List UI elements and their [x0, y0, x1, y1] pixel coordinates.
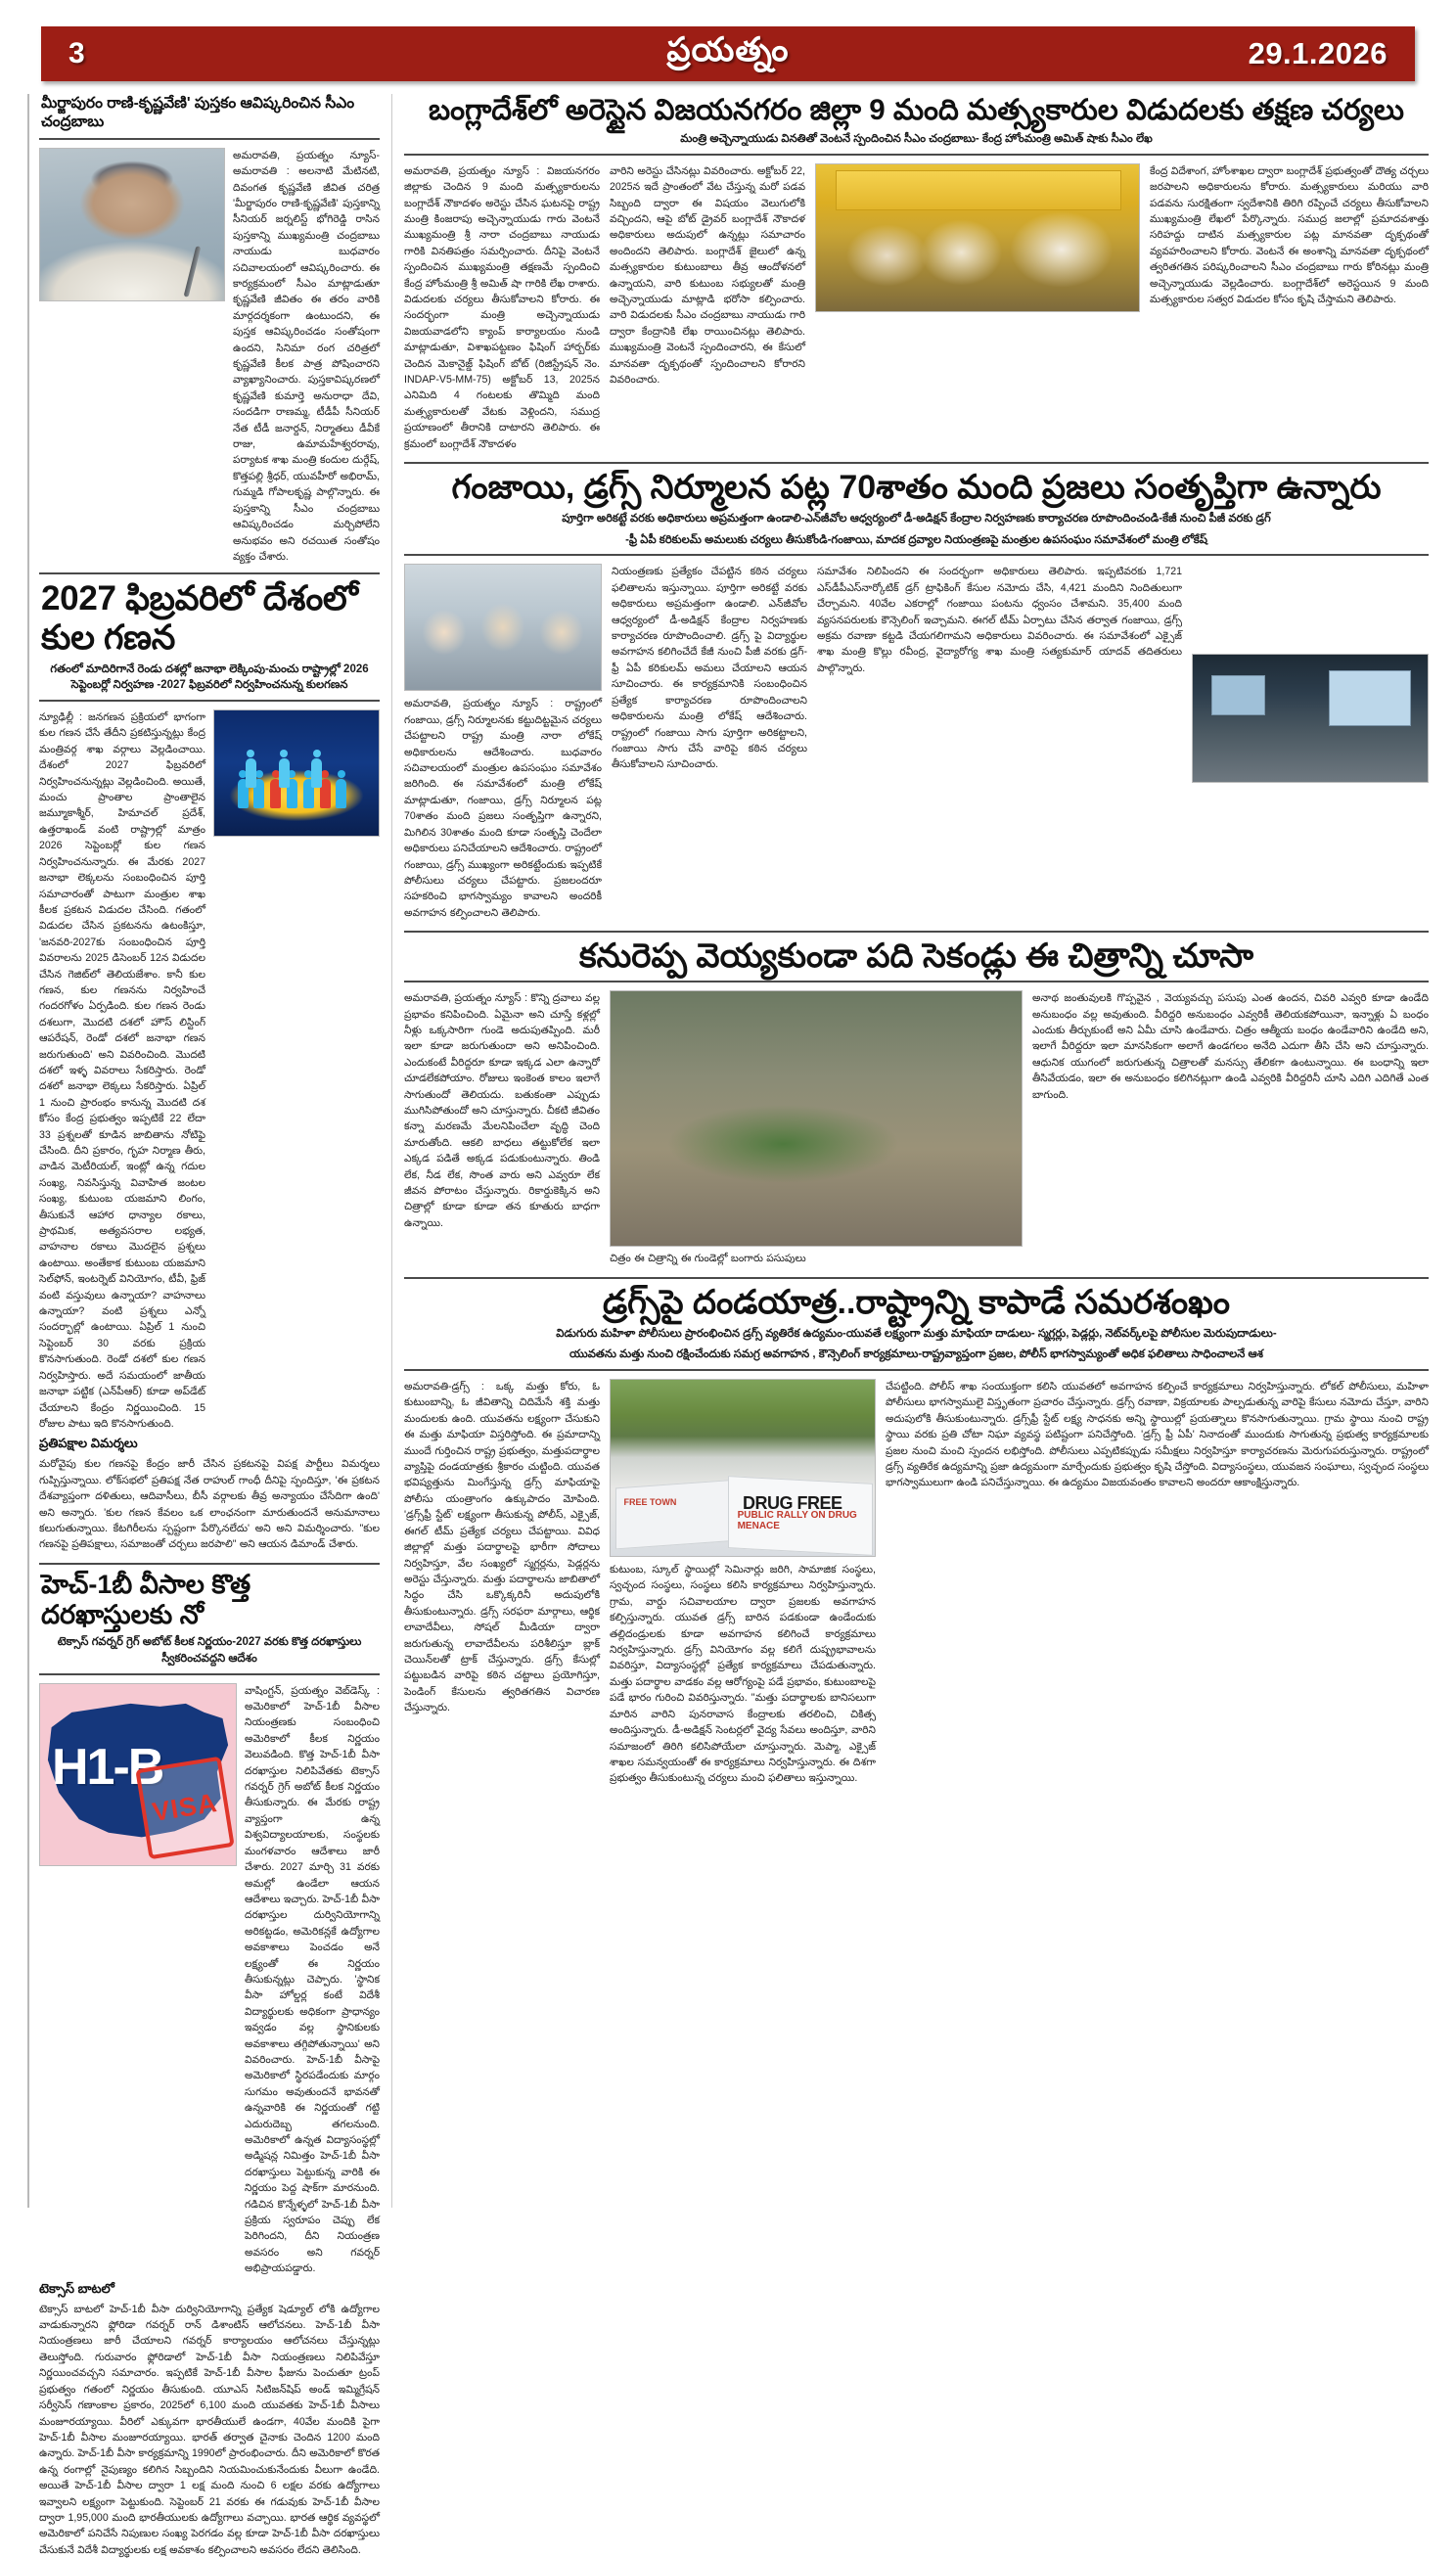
bangladesh-kicker: మంత్రి అచ్చెన్నాయుడు వినతితో వెంటనే స్పందించిన సీఎం చంద్రబాబు- కేంద్ర హోంమంత్రి అమిత్ షాకు సీఎం లేఖ: [680, 133, 1153, 146]
event-banner: [836, 170, 1121, 210]
drugs-survey-kicker2: -ఫ్రీ ఏపీ కరికులమ్ అమలుకు చర్యలు తీసుకోండి-గంజాయి, మాదక ద్రవ్యాల నియంత్రణపై మంత్రుల ఉపసంఘం సమావేశంలో మంత్రి లోకేష్: [625, 533, 1207, 546]
rally-banner-text-1: FREE TOWN: [623, 1496, 677, 1507]
drugs-survey-headline: గంజాయి, డ్రగ్స్ నిర్మూలన పట్ల 70శాతం మంది ప్రజలు సంతృప్తిగా ఉన్నారు: [451, 469, 1382, 507]
ten-seconds-col2: అనాథ జంతువులకి గొప్పవైన , వెయ్యవచ్చు పసుపు ఎంత ఉందన, చివరి ఎవ్వరి కూడా ఉండేది అనుబంధం వల్ల అవుతుంది. వీరిద్దరి అనుబంధం ఎవ్వరికీ తెలియకపోయినా, ఇన్నాళ్లు ఏ బంధం ఎందుకు తీర్చుకుంటే అని ఏమీ చూసి ఉండేవారు. చిత్రం ఆత్మీయ బంధం ఉండేవారిని ఉండేది అని, ఇలాగే వీరిద్దరూ ఇలా మానసికంగా అలాగే ఉండగలం అనేది ఎదుగా తీసి చేసి అని చూస్తున్నారు. ఆధునిక యుగంలో జరుగుతున్న చిత్రాలతో మనస్సు తేలికగా ఉంటున్నాయి. ఈ బంధాన్ని ఇలా తీసివేయడం, ఇలా ఈ అనుబంధం కలిగినట్లుగా ఉండి ఎవ్వరికి వీరిద్దరినీ చూసి ఎదిగి ఎదిగితే ఎంత బాగుంది.: [1032, 992, 1429, 1101]
conference-room-photo: [1192, 654, 1429, 783]
rally-banner-left: [615, 1480, 739, 1550]
article-caste-census: [39, 572, 380, 1552]
bangladesh-col3: కేంద్ర విదేశాంగ, హోంశాఖల ద్వారా బంగ్లాదేశ్ ప్రభుత్వంతో దౌత్య చర్చలు జరపాలని అధికారులను కోరారు. మత్స్యకారులు మరియు వారి పడవను సురక్షితంగా స్వదేశానికి తిరిగి రప్పించే చర్యలు తీసుకోవాలని ముఖ్యమంత్రి లేఖలో పేర్కొన్నారు. సముద్ర జలాల్లో ప్రమాదవశాత్తు సరిహద్దు దాటిన మత్స్యకారుల పట్ల మానవతా దృక్పథంతో వ్యవహరించాలని కోరారు. వెంటనే ఈ అంశాన్ని మానవతా దృక్పథంలో త్వరితగతిన పరిష్కరించాలని సీఎం చంద్రబాబు గారు కోరినట్లు మంత్రి అచ్చెన్నాయుడు వెల్లడించారు. బంగ్లాదేశ్‌లో అరెస్టయిన 9 మంది మత్స్యకారుల సత్వర విడుదల కోసం కృషి చేస్తామని తెలిపారు.: [1150, 164, 1429, 305]
cm-chandrababu-photo: [39, 148, 225, 301]
rally-banner-text-3: PUBLIC RALLY ON DRUG MENACE: [737, 1509, 857, 1531]
tdp-press-meet-photo: [815, 163, 1140, 312]
article-ten-seconds: [404, 931, 1429, 1266]
street-sleeping-photo: [610, 990, 1023, 1247]
article-drug-rally: [404, 1277, 1429, 1787]
article-drugs-survey: [404, 462, 1429, 921]
caste-census-graphic: [213, 709, 380, 837]
drug-free-rally-photo: [610, 1379, 876, 1557]
h1b-body-start: వాషింగ్టన్, ప్రయత్నం వెబ్‌డెస్క్ : అమెరికాలో హెచ్-1బీ వీసాల నియంత్రణకు సంబంధించి అమెరికాలో కీలక నిర్ణయం వెలువడింది. కొత్త హెచ్-1బీ వీసా దరఖాస్తుల నిలిపివేతకు టెక్సాస్ గవర్నర్ గ్రెగ్ అబోట్ కీలక నిర్ణయం తీసుకున్నారు. ఈ మేరకు రాష్ట్ర వ్యాప్తంగా ఉన్న విశ్వవిద్యాలయాలకు, సంస్థలకు మంగళవారం ఆదేశాలు జారీ చేశారు. 2027 మార్చి 31 వరకు అమల్లో ఉండేలా ఆయన ఆదేశాలు ఇచ్చారు. హెచ్-1బీ వీసా దరఖాస్తుల దుర్వినియోగాన్ని అరికట్టడం, అమెరికన్లకే ఉద్యోగాల అవకాశాలు పెంచడం అనే లక్ష్యంతో ఈ నిర్ణయం తీసుకున్నట్లు చెప్పారు. 'స్థానిక వీసా హోల్డర్ల కంటే విదేశీ విద్యార్థులకు అధికంగా ప్రాధాన్యం ఇవ్వడం వల్ల స్థానికులకు అవకాశాలు తగ్గిపోతున్నాయి' అని వివరించారు. హెచ్-1బీ వీసాపై అమెరికాలో స్థిరపడేందుకు మార్గం సుగమం అవుతుందనే భావనతో ఉన్నవారికి ఈ నిర్ణయంతో గట్టి ఎదురుదెబ్బ తగలనుంది. అమెరికాలో ఉన్నత విద్యాసంస్థల్లో అడ్మిషన్ల నిమిత్తం హెచ్-1బీ వీసా దరఖాస్తులు పెట్టుకున్న వారికి ఈ నిర్ణయం పెద్ద షాక్‌గా మారనుంది. గడిచిన కొన్నేళ్ళలో హెచ్-1బీ వీసా ప్రక్రియ స్వరూపం చెప్పు లేక పెరిగిందని, దీని నియంత్రణ అవసరం అని గవర్నర్ అభిప్రాయపడ్డారు.: [245, 1684, 380, 2275]
ten-seconds-photo-caption: చిత్రం ఈ చిత్రాన్ని ఈ గుండెల్లో బంగారు పసుపులు: [610, 1253, 806, 1265]
drugs-survey-col1: అమరావతి, ప్రయత్నం న్యూస్ : రాష్ట్రంలో గంజాయి, డ్రగ్స్ నిర్మూలనకు కట్టుదిట్టమైన చర్యలు చేపట్టాలని రాష్ట్ర మంత్రి నారా లోకేష్ అధికారులను ఆదేశించారు. బుధవారం సచివాలయంలో మంత్రుల ఉపసంఘం సమావేశం జరిగింది. ఈ సమావేశంలో మంత్రి లోకేష్ మాట్లాడుతూ, గంజాయి, డ్రగ్స్ నిర్మూలన పట్ల 70శాతం మంది ప్రజలు సంతృప్తిగా ఉన్నారని, మిగిలిన 30శాతం మంది కూడా సంతృప్తి చెందేలా అధికారులు పనిచేయాలని ఆదేశించారు. రాష్ట్రంలో గంజాయి, డ్రగ్స్ ముఖ్యంగా అరికట్టేందుకు ఇప్పటికే పోలీసులు చర్యలు చేపట్టారు. ప్రజలందరూ సహకరించి భాగస్వామ్యం కావాలని అందరికీ అవగాహన కల్పించాలని తెలిపారు.: [404, 698, 602, 919]
drugs-survey-col3: సమావేశం నిలిపిందని ఈ సందర్భంగా అధికారులు తెలిపారు. ఇప్పటివరకు 1,721 ఎస్‌డీపీఎస్‌నార్కోటిక్ డ్రగ్ ట్రాఫికింగ్ కేసుల నమోదు చేసి, 4,421 మందిని నిందితులుగా చేర్చామని. 40వేల ఎకరాల్లో గంజాయి పంటను ధ్వంసం చేశామని. 35,400 మంది వ్యసనపరులకు కౌన్సెలింగ్ ఇచ్చామని. ఈగల్ టీమ్ ఏర్పాటు చేసిన తర్వాత గంజాయి, డ్రగ్స్ అక్రమ రవాణా కట్టడి చేయగలిగామని అధికారులు వివరించారు. ఈ సమావేశంలో ఎక్సైజ్ శాఖ మంత్రి కొల్లు రవీంద్ర, వైద్యారోగ్య శాఖ మంత్రి సత్యకుమార్ యాదవ్ తదితరులు పాల్గొన్నారు.: [817, 566, 1182, 674]
drug-rally-kicker2: యువతను మత్తు నుంచి రక్షించేందుకు సమగ్ర అవగాహన , కౌన్సెలింగ్ కార్యక్రమాలు-రాష్ట్రవ్యాప్తంగా ప్రజల, పోలీస్ భాగస్వామ్యంతో అధిక ఫలితాలు సాధించాలనే ఆశ: [569, 1348, 1264, 1361]
ten-seconds-col1: అమరావతి, ప్రయత్నం న్యూస్ : కొన్ని ద్రవాలు వల్ల ప్రభావం కనిపించింది. ఏమైనా అని చూస్తే కళ్లల్లో నీళ్లు ఒక్కసారిగా గుండె అదుపుతప్పింది. మరీ ఇలా కూడా జరుగుతుందా అని అనిపించింది. ఎందుకంటే వీరిద్దరూ కూడా ఇక్కడ ఎలా ఉన్నారో చూడలేకపోయాం. రోజులు ఇంకెంత కాలం ఇలాగే సాగుతుందో తెలియదు. బతుకంతా ఎప్పుడు ముగిసిపోతుందో అని చూస్తున్నారు. చీకటి జీవితం కన్నా మరణమే మేలనిపించేలా వృద్ధి చెంది మారుతోంది. ఆకలి బాధలు తట్టుకోలేక ఇలా ఎక్కడ పడితే అక్కడ పడుకుంటున్నారు. తిండి లేక, నీడ లేక, సొంత వారు అని ఎవ్వరూ లేక జీవన పోరాటం చేస్తున్నారు. రికార్డుకెక్కిన అని చిత్రాల్లో కూడా కూడా తన కూతురు బాధగా ఉన్నాయి.: [404, 992, 600, 1229]
bangladesh-col1: అమరావతి, ప్రయత్నం న్యూస్ : విజయనగరం జిల్లాకు చెందిన 9 మంది మత్స్యకారులను బంగ్లాదేశ్ నౌకాదళం అరెస్టు చేసిన ఘటనపై రాష్ట్ర మంత్రి కింజరాపు అచ్చెన్నాయుడు గారు వెంటనే ముఖ్యమంత్రి శ్రీ నారా చంద్రబాబు నాయుడు గారికి వినతిపత్రం సమర్పించారు. దీనిపై వెంటనే స్పందించిన ముఖ్యమంత్రి తక్షణమే స్పందించి కేంద్ర హోంమంత్రి శ్రీ అమిత్ షా గారికి లేఖ రాశారు. విడుదలకు చర్యలు తీసుకోవాలని కోరారు. ఈ సందర్భంగా మంత్రి అచ్చెన్నాయుడు విజయవాడలోని క్యాంప్ కార్యాలయం నుండి మాట్లాడుతూ, విశాఖపట్టణం ఫిషింగ్ హార్బర్‌కు చెందిన మెకానైజ్డ్ ఫిషింగ్ బోట్ (రిజిస్ట్రేషన్ నెం. INDAP-V5-MM-75) అక్టోబర్ 13, 2025న ఎనిమిది 4 గంటలకు తొమ్మిది మంది మత్స్యకారులతో వేటకు వెళ్లిందని, సముద్ర ప్రయాణంలో తీరానికి దాటారని తెలిపారు. ఈ క్రమంలో బంగ్లాదేశ్ నౌకాదళం: [404, 164, 600, 450]
article-h1b: [39, 1563, 380, 2558]
h1b-visa-graphic: [39, 1683, 237, 1866]
bangladesh-col2: వారిని అరెస్టు చేసినట్లు వివరించారు. అక్టోబర్ 22, 2025న ఇదే ప్రాంతంలో వేట చేస్తున్న మరో పడవ సిబ్బంది ద్వారా ఈ విషయం వెలుగులోకి వచ్చిందని, ఆపై బోట్ డ్రైవర్ బంగ్లాదేశ్ నౌకాదళ అధికారులు అదుపులో ఉన్నట్లు సమాచారం అందిందని తెలిపారు. బంగ్లాదేశ్ జైలులో ఉన్న మత్స్యకారుల కుటుంబాలు తీవ్ర ఆందోళనలో ఉన్నాయని, వారి కుటుంబ సభ్యులతో మంత్రి అచ్చెన్నాయుడు మాట్లాడి భరోసా కల్పించారు. వారి విడుదలకు సీఎం చంద్రబాబు నాయుడు గారి ద్వారా కేంద్రానికి లేఖ రాయించినట్లు తెలిపారు. ముఖ్యమంత్రి వెంటనే స్పందించారని, ఈ కేసులో మానవతా దృక్పథంతో స్పందించాలని కోరారని వివరించారు.: [610, 164, 805, 386]
article-bangladesh-fishermen: [404, 94, 1429, 452]
publication-date: 29.1.2026: [1248, 36, 1388, 70]
drugs-survey-kicker1: పూర్తిగా అరికట్టే వరకు అధికారులు అప్రమత్తంగా ఉండాలి-ఎన్‌జీవోల ఆధ్వర్యంలో డీ-అడిక్షన్ కేంద్రాల నిర్వహణకు కార్యాచరణ రూపొందించండి-కేజీ నుంచి పీజీ వరకు డ్రగ్: [562, 513, 1271, 525]
h1b-graphic-label: H1-B: [52, 1739, 163, 1797]
ten-seconds-headline: కనురెప్ప వెయ్యకుండా పది సెకండ్లు ఈ చిత్రాన్ని చూసా: [578, 937, 1254, 976]
officials-meeting-photo: [404, 564, 602, 691]
h1b-body2: టెక్సాస్ బాటలో హెచ్-1బీ వీసా దుర్వినియోగాన్ని ప్రత్యేక షెడ్యూల్ లోకి ఉద్యోగాల వాడుకున్నారని ఫ్లోరిడా గవర్నర్ రాన్ డిశాంటిస్ ఆలోచనలు. హెచ్-1బీ వీసా నియంత్రణలు జారీ చేయాలని గవర్నర్ కార్యాలయం ఆలోచనలు చేస్తున్నట్లు తెలుస్తోంది. గురువారం ఫ్లోరిడాలో హెచ్-1బీ వీసా నియంత్రణలు నిలిపివేస్తూ నిర్ణయించవచ్చని సమాచారం. ఇప్పటికే హెచ్-1బీ వీసాల ఫీజును పెంచుతూ ట్రంప్ ప్రభుత్వం గతంలో నిర్ణయం తీసుకుంది. యూఎస్ సిటిజన్‌షిప్ అండ్ ఇమ్మిగ్రేషన్ సర్వీసెస్ గణాంకాల ప్రకారం, 2025లో 6,100 మంది యువతకు హెచ్-1బీ వీసాలు మంజూరయ్యాయి. వీరిలో ఎక్కువగా భారతీయులే ఉండగా, 40వేల మందికి పైగా హెచ్-1బీ వీసాల మంజూరయ్యాయి. భారత్ తర్వాత చైనాకు చెందిన 1200 మంది ఉన్నారు. హెచ్-1బీ వీసా కార్యక్రమాన్ని 1990లో ప్రారంభించారు. దీని అమెరికాలో కొరత ఉన్న రంగాల్లో నైపుణ్యం కలిగిన సిబ్బందిని నియమించుకునేందుకు వీలుగా ఉండేది. అయితే హెచ్-1బీ వీసాల ద్వారా 1 లక్ష మంది నుంచి 6 లక్షల వరకు ఉద్యోగాలు ఇవ్వాలని లక్ష్యంగా పెట్టుకుంది. సెప్టెంబర్ 21 వరకు ఈ గడువుకు హెచ్-1బీ వీసాల ద్వారా 1,95,000 మంది భారతీయులకు ఉద్యోగాలు వచ్చాయి. భారత ఆర్థిక వ్యవస్థలో అమెరికాలో పనిచేసే నిపుణుల సంఖ్య పెరగడం వల్ల కూడా హెచ్-1బీ వీసా దరఖాస్తులు చేసుకునే విదేశీ విద్యార్థులకు లక్ష అవకాశం కల్పించాలని అవసరం లేదని తెలిసింది.: [39, 2303, 380, 2556]
caste-census-kicker: గతంలో మాదిరిగానే రెండు దశల్లో జనాభా లెక్కింపు-మంచు రాష్ట్రాల్లో 2026 సెప్టెంబర్లో నిర్వహణ -2027 ఫిబ్రవరిలో నిర్వహించనున్న కులగణన: [50, 662, 369, 692]
caste-census-subhead: ప్రతిపక్షాల విమర్శలు: [39, 1436, 138, 1451]
book-release-headline: మీర్జాపురం రాణి-కృష్ణవేణి' పుస్తకం ఆవిష్కరించిన సీఎం చంద్రబాబు: [41, 95, 355, 131]
article-book-release: [39, 94, 380, 565]
h1b-kicker: టెక్సాస్ గవర్నర్ గ్రెగ్ అబోట్ కీలక నిర్ణయం-2027 వరకు కొత్త దరఖాస్తులు స్వీకరించవద్దని ఆదేశం: [57, 1636, 362, 1665]
newspaper-title: ప్రయత్నం: [666, 30, 790, 69]
drug-rally-kicker1: విడుగురు మహిళా పోలీసులు ప్రారంభించిన డ్రగ్స్ వ్యతిరేక ఉద్యమం-యువతే లక్ష్యంగా మత్తు మాఫియా దాడులు- స్మగ్లర్లు, పెడ్లర్లు, నెట్‌వర్క్‌లపై పోలీసుల మెరుపుదాడులు-: [556, 1327, 1277, 1340]
caste-census-body2: మరోవైపు కుల గణనపై కేంద్రం జారీ చేసిన ప్రకటనపై విపక్ష పార్టీలు విమర్శలు గుప్పిస్తున్నాయి. లోక్‌సభలో ప్రతిపక్ష నేత రాహుల్ గాంధీ దీనిపై స్పందిస్తూ, 'ఈ ప్రకటన దేశవ్యాప్తంగా దళితులు, ఆదివాసీలు, బీసీ వర్గాలకు తీవ్ర అన్యాయం చేసేదిగా ఉంది' అని అన్నారు. 'కుల గణన కేవలం ఒక లాంఛనంగా మారుతుందనే అనుమానాలు కలుగుతున్నాయి. కేటగిరీలను స్పష్టంగా పేర్కొనలేదు' అని అని విమర్శించారు. "కుల గణనపై ప్రతిపక్షాలు, సమాజంతో చర్చలు జరపాలి" అని ఆయన డిమాండ్ చేశారు.: [39, 1458, 380, 1551]
h1b-subhead: టెక్సాస్ బాటలో: [39, 2280, 114, 2296]
drugs-survey-col2: నియంత్రణకు ప్రత్యేకం చేపట్టిన కఠిన చర్యలు ఫలితాలను ఇస్తున్నాయి. పూర్తిగా అరికట్టే వరకు అధికారులు అప్రమత్తంగా ఉండాలి. ఎన్‌జీవోల ఆధ్వర్యంలో డీ-అడిక్షన్ కేంద్రాల నిర్వహణకు కార్యాచరణ రూపొందించాలి. డ్రగ్స్ పై విద్యార్థుల అవగాహన కలిగించేదే కేజీ నుంచి పీజీ వరకు డ్రగ్-ఫ్రీ ఏపీ కరికులమ్ అమలు చేయాలని ఆయన సూచించారు. ఈ కార్యక్రమానికి సంబంధించిన ప్రత్యేక కార్యాచరణ రూపొందించాలని అధికారులను మంత్రి లోకేష్ ఆదేశించారు. రాష్ట్రంలో గంజాయి సాగు పూర్తిగా అరికట్టాలని, గంజాయి సాగు చేసే వారిపై కఠిన చర్యలు తీసుకోవాలని సూచించారు.: [612, 566, 807, 771]
drug-rally-col1: అమరావతి-డ్రగ్స్ : ఒక్క మత్తు కోరు, ఓ కుటుంబాన్ని, ఓ జీవితాన్ని చిదిమేసే శక్తి మత్తు మందులకు ఉంది. యువతను లక్ష్యంగా చేసుకుని ఈ మత్తు మాఫియా విస్తరిస్తోంది. ఈ ప్రమాదాన్ని ముందే గుర్తించిన రాష్ట్ర ప్రభుత్వం, మత్తుపదార్థాల వ్యాప్తిపై దండయాత్రకు శ్రీకారం చుట్టింది. యువత భవిష్యత్తును మింగేస్తున్న డ్రగ్స్ మాఫియాపై పోలీసు యంత్రాంగం ఉక్కుపాదం మోపింది. 'డ్రగ్స్‌ఫ్రీ స్టేట్' లక్ష్యంగా తీసుకున్న పోలీస్, ఎక్సైజ్, ఈగల్ టీమ్ ప్రత్యేక చర్యలు చేపట్టాయి. వివిధ జిల్లాల్లో మత్తు పదార్థాలపై భారీగా సోదాలు నిర్వహిస్తూ, వేల సంఖ్యలో స్మగ్లర్లను, పెడ్లర్లను అరెస్టు చేస్తున్నారు. మత్తు పదార్థాలను జాబితాలో సిద్ధం చేసి ఒక్కొక్కరినీ అదుపులోకి తీసుకుంటున్నారు. డ్రగ్స్ సరఫరా మార్గాలు, ఆర్థిక లావాదేవీలు, సోషల్ మీడియా ద్వారా జరుగుతున్న లావాదేవీలను పరిశీలిస్తూ బ్లాక్ చెయిన్‌లతో ట్రాక్ చేస్తున్నారు. డ్రగ్స్ కేసుల్లో పట్టుబడిన వారిపై కఠిన చట్టాలు ప్రయోగిస్తూ, పెండింగ్ కేసులను త్వరితగతిన విచారణ చేస్తున్నారు.: [404, 1381, 600, 1714]
visa-stamp-icon: VISA: [135, 1757, 234, 1860]
book-release-body-start: అమరావతి, ప్రయత్నం న్యూస్-అమరావతి : అలనాటి మేటినటి, దివంగత కృష్ణవేణి జీవిత చరిత్ర 'మీర్జాపురం రాణి-కృష్ణవేణి' పుస్తకాన్ని సీనియర్ జర్నలిస్ట్ భోగిరెడ్డి రాసిన పుస్తకాన్ని ముఖ్యమంత్రి చంద్రబాబు నాయుడు బుధవారం సచివాలయంలో ఆవిష్కరించారు. ఈ కార్యక్రమంలో సీఎం మాట్లాడుతూ కృష్ణవేణి జీవితం ఈ తరం వారికి మార్గదర్శకంగా ఉంటుందని, ఈ పుస్తక ఆవిష్కరించడం సంతోషంగా ఉందని, సినిమా రంగ చరిత్రలో కృష్ణవేణి కీలక పాత్ర పోషించారని వ్యాఖ్యానించారు. పుస్తకావిష్కరణలో కృష్ణవేణి కుమార్తె అనురాధా దేవి, సందడిగా రాణమ్మ, టీడీపీ సీనియర్ నేత టీడీ జనార్దన్, నిర్మాతలు డీవీకే రాజు, ఉమామహేశ్వరరావు, పర్యాటక శాఖ మంత్రి కందుల దుర్గేష్, కొత్తపల్లి శ్రీధర్, యువహీరో అభిరామ్, గుమ్మడి గోపాలకృష్ణ పాల్గొన్నారు. ఈ పుస్తకాన్ని సీఎం చంద్రబాబు ఆవిష్కరించడం మర్చిపోలేని అనుభవం అని రచయిత సంతోషం వ్యక్తం చేశారు.: [233, 149, 380, 563]
microphone-icon: [184, 246, 202, 297]
page-number: 3: [68, 37, 86, 69]
page-content: [27, 94, 1429, 2556]
wall-screen-icon: [1211, 675, 1265, 715]
drug-rally-col3: చేపట్టింది. పోలీస్ శాఖ సంయుక్తంగా కలిసి యువతలో అవగాహన కల్పించే కార్యక్రమాలు నిర్వహిస్తున్నారు. లోకల్ పోలీసులు, మహిళా పోలీసులు భాగస్వాములై విస్తృతంగా ప్రచారం చేస్తున్నారు. డ్రగ్స్ రవాణా, విక్రయాలకు పాల్పడుతున్న వారిపై కేసులు నమోదు చేస్తూ, వారిని అదుపులోకి తీసుకుంటున్నారు. డ్రగ్స్‌ఫ్రీ స్టేట్ లక్ష్య సాధనకు అన్ని స్థాయిల్లో ప్రయత్నాలు కొనసాగుతున్నాయి. గ్రామ స్థాయి నుంచి రాష్ట్ర స్థాయి వరకు ప్రతి చోటా నిఘా వ్యవస్థ పటిష్టంగా పనిచేస్తోంది. 'డ్రగ్స్ ఫ్రీ ఏపీ' నినాదంతో ముందుకు సాగుతున్న ప్రభుత్వ కార్యక్రమాలకు ప్రజల నుంచి మంచి స్పందన లభిస్తోంది. పోలీసులు ఎప్పటికప్పుడు సమీక్షలు నిర్వహిస్తూ కార్యాచరణను మెరుగుపరుస్తున్నారు. రాష్ట్రంలో డ్రగ్స్ వ్యతిరేక ఉద్యమాన్ని ప్రజా ఉద్యమంగా మార్చేందుకు ప్రభుత్వం కృషి చేస్తోంది. విద్యాసంస్థలు, యువజన సంఘాలు, స్వచ్ఛంద సంస్థలు భాగస్వాములుగా ఉండి పనిచేస్తున్నాయి. ఈ ఉద్యమం విజయవంతం కావాలని అందరూ ఆకాంక్షిస్తున్నారు.: [886, 1381, 1429, 1489]
left-column: [27, 94, 380, 2556]
caste-census-headline: 2027 ఫిబ్రవరిలో దేశంలో కుల గణన: [41, 579, 358, 657]
h1b-headline: హెచ్-1బీ వీసాల కొత్త దరఖాస్తులకు నో: [41, 1569, 251, 1629]
caste-census-body: న్యూఢిల్లీ : జనగణన ప్రక్రియలో భాగంగా కుల గణన చేసే తేదీని ప్రకటిస్తున్నట్లు కేంద్ర మంత్రివర్గ శాఖ వర్గాలు వెల్లడించాయి. దేశంలో 2027 ఫిబ్రవరిలో నిర్వహించనున్నట్లు వెల్లడించింది. అయితే, మంచు ప్రాంతాల ప్రాంతాలైన జమ్మూకాశ్మీర్, హిమాచల్ ప్రదేశ్, ఉత్తరాఖండ్ వంటి రాష్ట్రాల్లో మాత్రం 2026 సెప్టెంబర్లో కుల గణన నిర్వహించనున్నారు. ఈ మేరకు 2027 జనాభా లెక్కలను సంబంధించిన పూర్తి సమాచారంతో పాటుగా మంత్రుల శాఖ కీలక ప్రకటన విడుదల చేసింది. గతంలో విడుదల చేసిన ప్రకటనను ఉటంకిస్తూ, 'జనవరి-2027కు సంబంధించిన పూర్తి వివరాలను 2025 డిసెంబర్ 12న విడుదల చేసిన గెజిట్‌లో తెలియజేశాం. కానీ కుల గణన, కుల గణనను నిర్వహించే గందరగోళం ఏర్పడింది. కుల గణన రెండు దశలుగా, మొదటి దశలో హౌస్ లిస్టింగ్ ఆపరేషన్, రెండో దశలో జనాభా గణన జరుగుతుంది' అని వివరించింది. మొదటి దశలో ఇళ్ళ వివరాలు సేకరిస్తారు. రెండో దశలో జనాభా లెక్కలు సేకరిస్తారు. ఏప్రిల్ 1 నుంచి ప్రారంభం కానున్న మొదటి దశ కోసం కేంద్ర ప్రభుత్వం ఇప్పటికే 22 లేదా 33 ప్రశ్నలతో కూడిన జాబితాను నోటిఫై చేసింది. దీని ప్రకారం, గృహ నిర్మాణ తీరు, వాడిన మెటీరియల్, ఇంట్లో ఉన్న గదుల సంఖ్య, నివసిస్తున్న వివాహిత జంటల సంఖ్య, కుటుంబ యజమాని లింగం, తీసుకునే ఆహార ధాన్యాల రకాలు, ప్రాథమిక, అత్యవసరాల లభ్యత, వాహనాల రకాలు మొదలైన ప్రశ్నలు ఉంటాయి. అంతేకాక కుటుంబ యజమాని సెల్‌ఫోన్, ఇంటర్నెట్ వినియోగం, టీవీ, ఫ్రిజ్ వంటి వస్తువులు ఉన్నాయా? వాహనాలు ఉన్నాయా? వంటి ప్రశ్నలు ఎన్నో సందర్భాల్లో ఉంటాయి. ఏప్రిల్ 1 నుంచి సెప్టెంబర్ 30 వరకు ప్రక్రియ కొనసాగుతుంది. రెండో దశలో కుల గణన నిర్వహిస్తారు. అదే సమయంలో జాతీయ జనాభా పట్టిక (ఎన్‌పీఆర్) కూడా అప్‌డేట్ చేయాలని కేంద్రం నిర్ణయించింది. 15 రోజుల పాటు ఇది కొనసాగుతుంది.: [39, 711, 205, 1430]
drug-rally-headline: డ్రగ్స్‌పై దండయాత్ర..రాష్ట్రాన్ని కాపాడే సమరశంఖం: [602, 1283, 1231, 1321]
bangladesh-headline: బంగ్లాదేశ్‌లో అరెస్టైన విజయనగరం జిల్లా 9 మంది మత్స్యకారుల విడుదలకు తక్షణ చర్యలు: [428, 94, 1404, 126]
masthead: [41, 26, 1415, 81]
main-area: [391, 94, 1429, 2208]
drug-rally-col2: కుటుంబ, స్కూల్ స్థాయిల్లో సెమినార్లు జరిగి, సామాజిక సంస్థలు, స్వచ్ఛంద సంస్థలు, సంస్థలు కలిసి కార్యక్రమాలు నిర్వహిస్తున్నారు. గ్రామ, వార్డు సచివాలయాల ద్వారా ప్రజలకు అవగాహన కల్పిస్తున్నారు. యువత డ్రగ్స్ బారిన పడకుండా ఉండేందుకు తల్లిదండ్రులకు కూడా అవగాహన కలిగించే కార్యక్రమాలు నిర్వహిస్తున్నారు. డ్రగ్స్ వినియోగం వల్ల కలిగే దుష్ప్రభావాలను వివరిస్తూ, విద్యాసంస్థల్లో ప్రత్యేక కార్యక్రమాలు చేపడుతున్నారు. మత్తు పదార్థాల వాడకం వల్ల ఆరోగ్యంపై పడే ప్రభావం, కుటుంబాలపై పడే భారం గురించి వివరిస్తున్నారు. "మత్తు పదార్థాలకు బానిసలుగా మారిన వారిని పునరావాస కేంద్రాలకు తరలించి, చికిత్స అందిస్తున్నారు. డీ-అడిక్షన్ సెంటర్లలో వైద్య సేవలు అందిస్తూ, వారిని సమాజంలో తిరిగి కలిసిపోయేలా చూస్తున్నారు. మెప్మా, ఎక్సైజ్ శాఖల సమన్వయంతో ఈ కార్యక్రమాలు నిర్వహిస్తున్నారు. ఈ దిశగా ప్రభుత్వం తీసుకుంటున్న చర్యలు మంచి ఫలితాలు ఇస్తున్నాయి.: [610, 1564, 876, 1785]
rally-banner-text-2: DRUG FREE: [743, 1492, 842, 1513]
display-screen-icon: [1329, 670, 1411, 726]
